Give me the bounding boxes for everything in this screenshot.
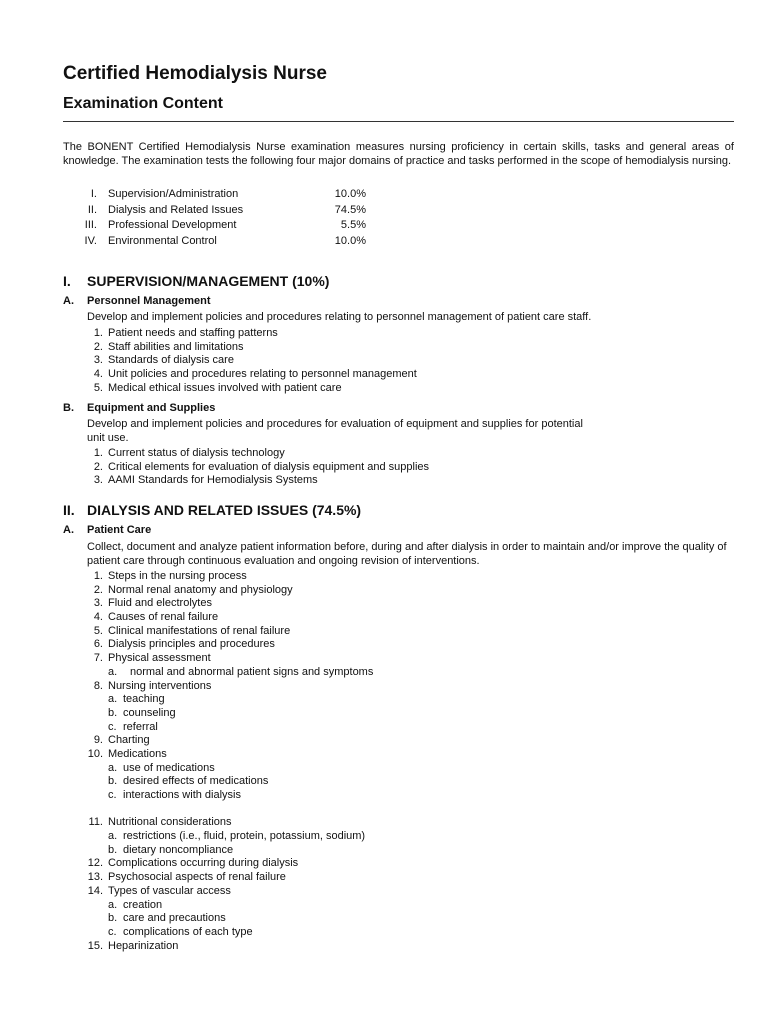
sub-list-item: a. normal and abnormal patient signs and symptoms bbox=[108, 665, 374, 678]
list-item: 1. Steps in the nursing process bbox=[93, 570, 247, 582]
sub-list-item: c. referral bbox=[108, 720, 158, 733]
domain-percent: 10.0% bbox=[334, 188, 366, 200]
sub-list-item: a. restrictions (i.e., fluid, protein, potassium, sodium) bbox=[108, 830, 366, 843]
list-item: 3. Fluid and electrolytes bbox=[93, 597, 212, 610]
section-title: SUPERVISION/MANAGEMENT (10%) bbox=[87, 273, 330, 289]
sub-list-item: a. creation bbox=[108, 898, 163, 911]
domain-number: II. bbox=[87, 203, 97, 216]
subsection-heading bbox=[63, 402, 215, 414]
spacer bbox=[63, 803, 734, 817]
domain-percent: 74.5% bbox=[334, 203, 366, 216]
subsection-heading bbox=[63, 524, 151, 536]
domain-label: Supervision/Administration bbox=[108, 188, 239, 200]
domain-row bbox=[63, 203, 383, 219]
domain-number: IV. bbox=[84, 234, 97, 247]
list-item: 2. Normal renal anatomy and physiology bbox=[93, 583, 293, 596]
list-item: 3. Standards of dialysis care bbox=[93, 354, 234, 367]
subsection-heading bbox=[63, 295, 210, 307]
sub-list-item: c. interactions with dialysis bbox=[108, 789, 241, 801]
section-heading bbox=[63, 273, 329, 289]
domain-percent: 5.5% bbox=[340, 219, 366, 231]
intro-paragraph: The BONENT Certified Hemodialysis Nurse examination measures nursing proficiency in certain skills, tasks and general areas of knowledge. The examination tests the following four major domains of practice and tasks performed in the scope of hemodialysis nursing. bbox=[63, 141, 734, 167]
list-item: 4. Causes of renal failure bbox=[93, 611, 219, 624]
title-divider bbox=[63, 121, 734, 122]
section-title: DIALYSIS AND RELATED ISSUES (74.5%) bbox=[87, 502, 362, 518]
subsection-letter: A. bbox=[63, 524, 74, 536]
list-item: 13. Psychosocial aspects of renal failure bbox=[87, 871, 286, 884]
domain-table bbox=[63, 187, 383, 249]
sub-list-item: b. care and precautions bbox=[108, 912, 226, 925]
sub-list-item: a. use of medications bbox=[108, 761, 215, 774]
sub-list-item: b. desired effects of medications bbox=[108, 775, 269, 788]
domain-row bbox=[63, 234, 383, 250]
list-item: 15. Heparinization bbox=[87, 939, 179, 952]
list-item: 12. Complications occurring during dialysis bbox=[87, 857, 299, 870]
list-item: 14. Types of vascular access bbox=[87, 884, 231, 897]
list-item: 5. Clinical manifestations of renal failure bbox=[93, 624, 291, 637]
list-item: 8. Nursing interventions bbox=[93, 679, 212, 692]
section-heading bbox=[63, 502, 361, 518]
list-item: 2. Critical elements for evaluation of dialysis equipment and supplies bbox=[93, 460, 430, 473]
sub-list-item: b. counseling bbox=[108, 706, 176, 719]
subsection-title: Personnel Management bbox=[87, 295, 211, 307]
subsection-description: Develop and implement policies and procedures relating to personnel management of patient care staff. bbox=[87, 311, 592, 323]
list-item: 9. Charting bbox=[93, 734, 150, 747]
list-item: 11. Nutritional considerations bbox=[88, 816, 232, 829]
list-item: 7. Physical assessment bbox=[93, 652, 211, 665]
subsection-description: Develop and implement policies and procedures for evaluation of equipment and supplies for potential unit use. bbox=[87, 418, 583, 444]
domain-label: Environmental Control bbox=[108, 234, 217, 247]
domain-row bbox=[63, 218, 383, 234]
section-number: I. bbox=[63, 273, 71, 289]
subsection-letter: A. bbox=[63, 295, 74, 307]
topic-list bbox=[63, 570, 734, 953]
list-item: 2. Staff abilities and limitations bbox=[93, 340, 244, 353]
topic-list bbox=[63, 447, 734, 488]
list-item: 3. AAMI Standards for Hemodialysis Systems bbox=[93, 474, 318, 487]
domain-label: Professional Development bbox=[108, 219, 237, 231]
topic-list bbox=[63, 327, 734, 395]
domain-percent: 10.0% bbox=[334, 234, 366, 247]
page-subtitle: Examination Content bbox=[63, 95, 224, 112]
page-title: Certified Hemodialysis Nurse bbox=[63, 63, 327, 84]
domain-number: III. bbox=[84, 219, 97, 231]
subsection-letter: B. bbox=[63, 402, 74, 414]
sub-list-item: a. teaching bbox=[108, 693, 165, 706]
sub-list-item: b. dietary noncompliance bbox=[108, 843, 234, 856]
domain-number: I. bbox=[90, 188, 97, 200]
list-item: 10. Medications bbox=[87, 747, 167, 760]
sub-list-item: c. complications of each type bbox=[108, 925, 253, 938]
list-item: 5. Medical ethical issues involved with patient care bbox=[93, 381, 342, 394]
list-item: 1. Current status of dialysis technology bbox=[93, 447, 285, 459]
section-number: II. bbox=[63, 502, 75, 518]
domain-label: Dialysis and Related Issues bbox=[108, 203, 244, 216]
list-item: 4. Unit policies and procedures relating to personnel management bbox=[93, 368, 417, 381]
subsection-title: Patient Care bbox=[87, 524, 152, 536]
domain-row bbox=[63, 187, 383, 203]
subsection-description: Collect, document and analyze patient information before, during and after dialysis in order to maintain and/or improve the quality of patient care through continuous evaluation and ongoing revision of interventions. bbox=[87, 541, 727, 567]
list-item: 1. Patient needs and staffing patterns bbox=[93, 327, 278, 339]
subsection-title: Equipment and Supplies bbox=[87, 402, 216, 414]
list-item: 6. Dialysis principles and procedures bbox=[93, 638, 275, 651]
